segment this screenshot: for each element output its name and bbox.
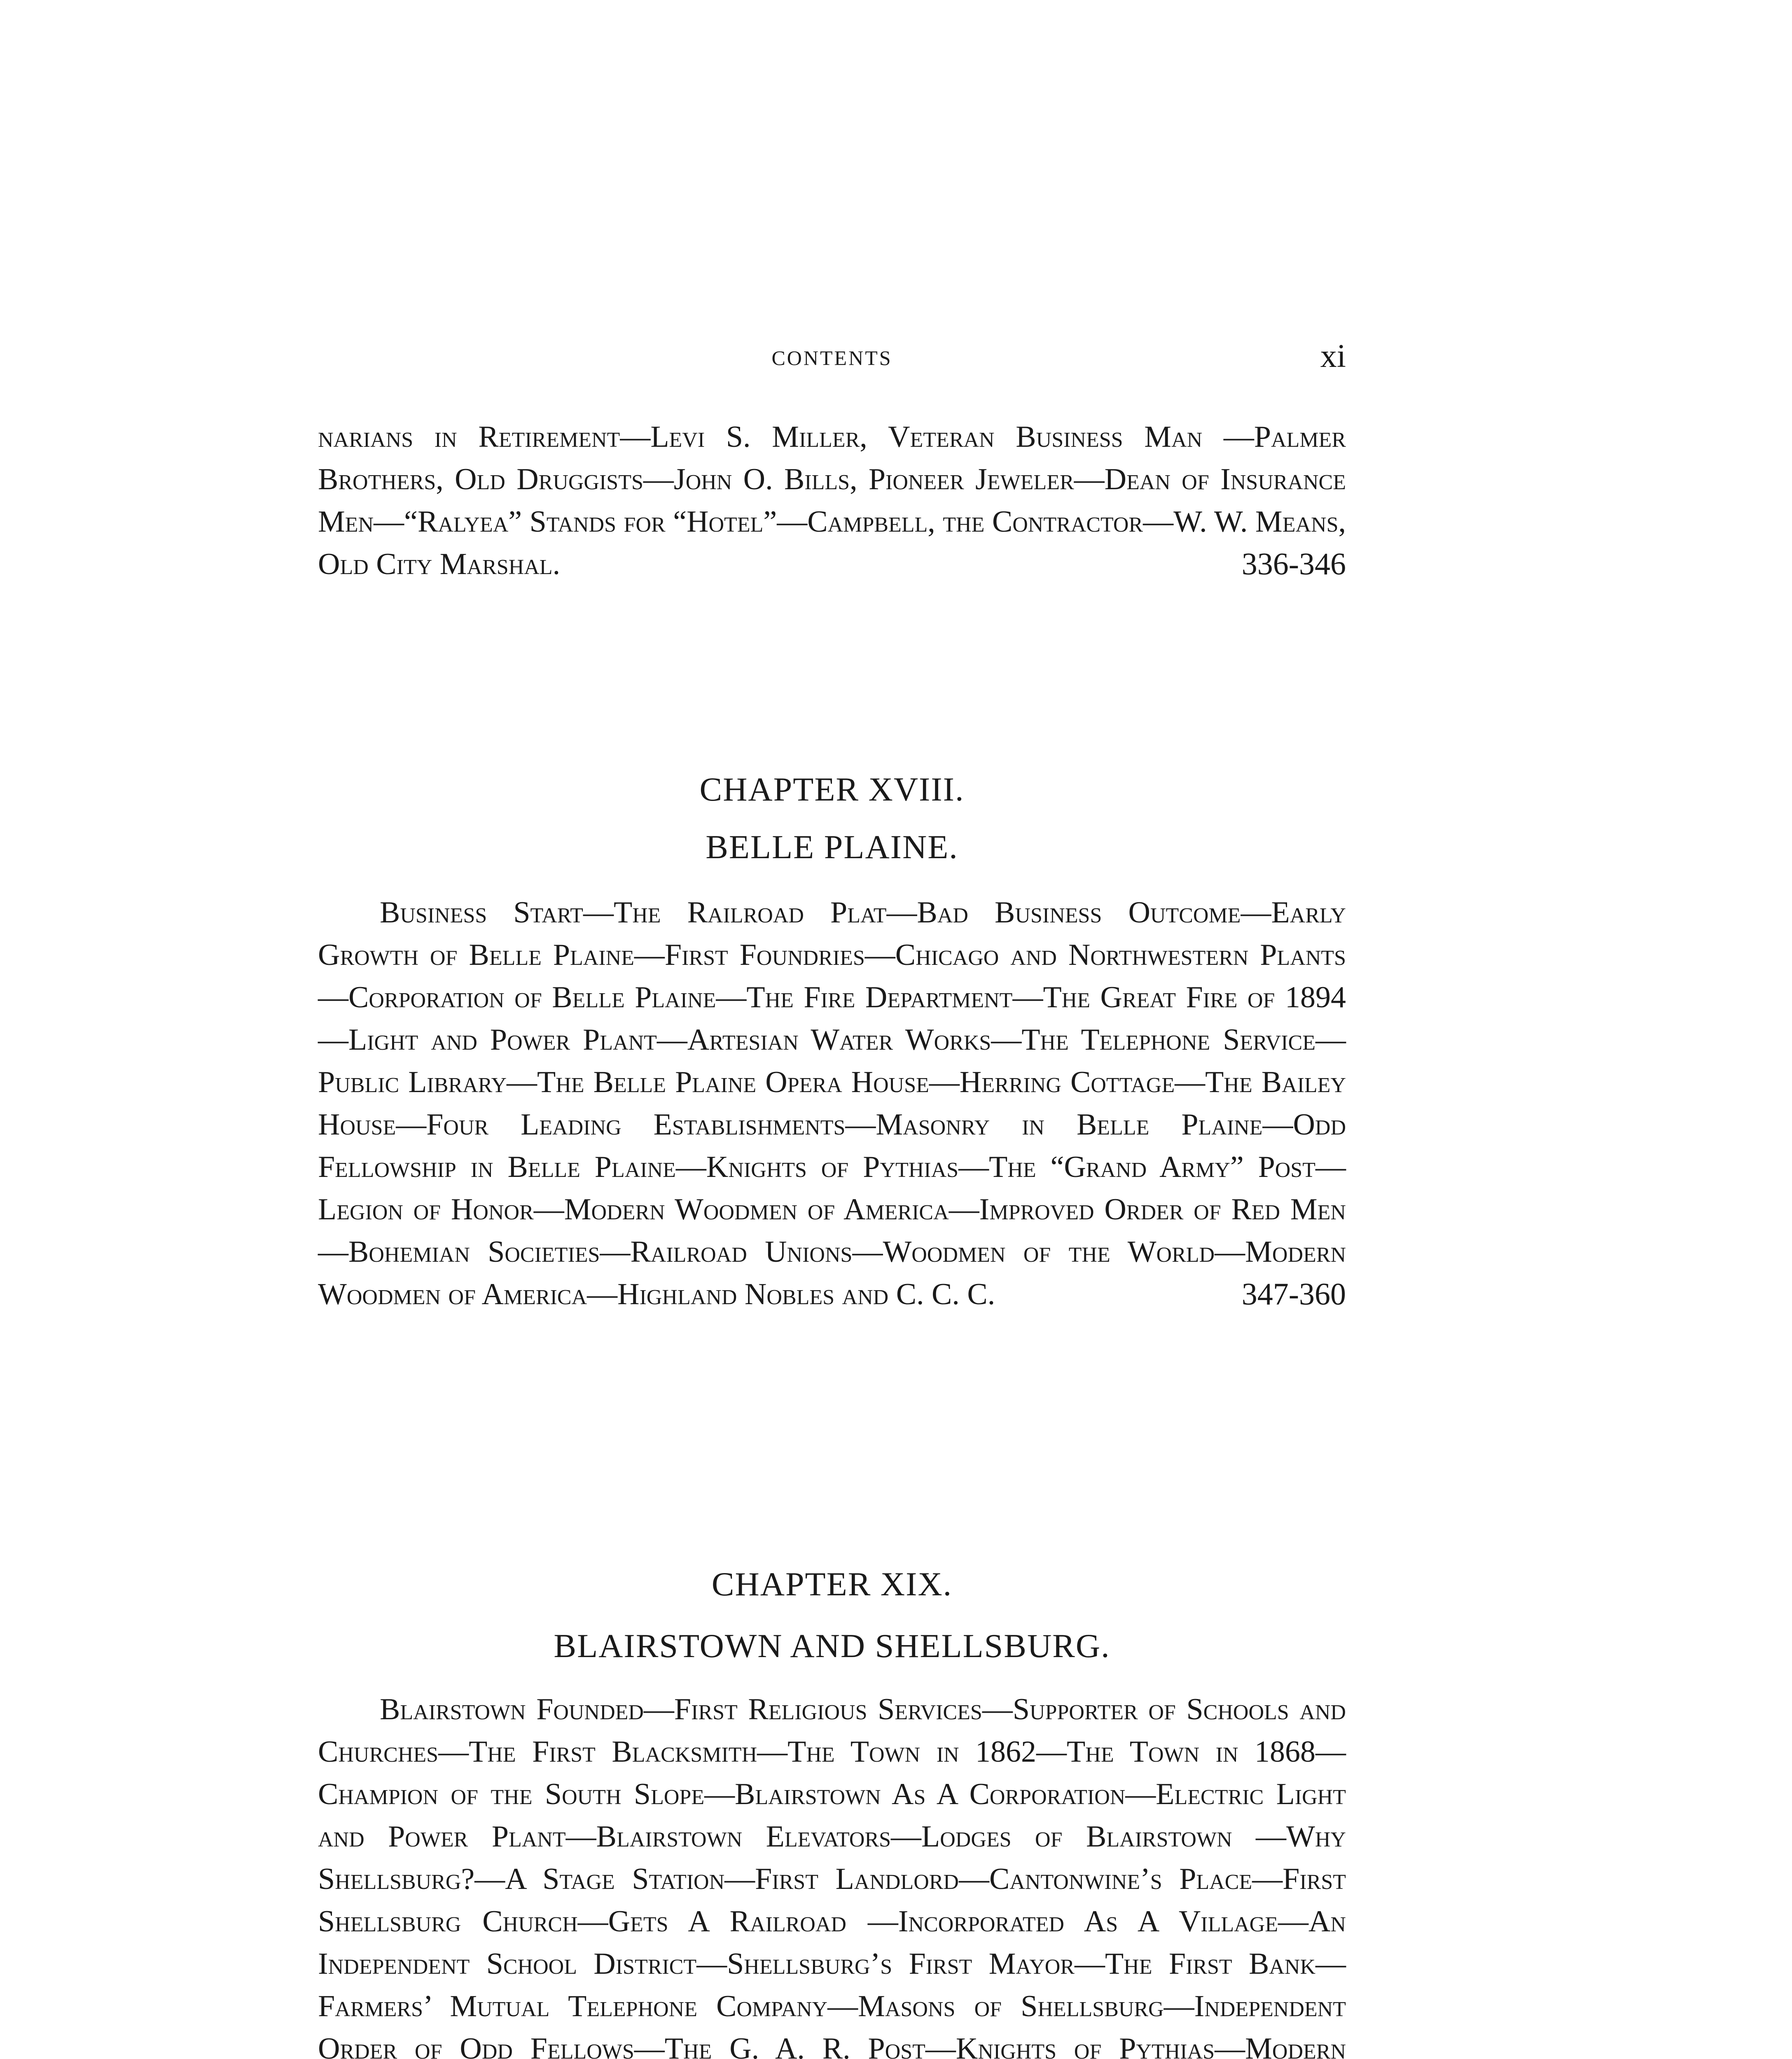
chapter-18-entry	[318, 892, 1346, 1316]
chapter-19-summary-text: Blairstown Founded—First Religious Services—Supporter of Schools and Churches—The First Blacksmith—The Town in 1862—The Town in 1868—Champion of the South Slope—Blairstown As A Corporation—Electric Light and Power Plant—Blairstown Elevators—Lodges of Blairstown —Why Shellsburg?—A Stage Station—First Landlord—Cantonwine’s Place—First Shellsburg Church—Gets A Railroad —Incorporated As A Village—An Independent School District—Shellsburg’s First Mayor—The First Bank—Farmers’ Mutual Telephone Company—Masons of Shellsburg—Independent Order of Odd Fellows—The G. A. R. Post—Knights of Pythias—Modern	[318, 1692, 1346, 2059]
continuation-pages: 336-346	[1241, 547, 1346, 581]
continuation-entry	[318, 416, 1346, 586]
chapter-18-title: BELLE PLAINE.	[706, 828, 958, 866]
chapter-18-number: CHAPTER XVIII.	[699, 770, 965, 808]
chapter-19-entry	[318, 1688, 1346, 2059]
continuation-summary	[318, 416, 1346, 586]
page-number: xi	[1320, 338, 1346, 374]
running-title: CONTENTS	[771, 346, 892, 369]
chapter-18-summary	[318, 892, 1346, 1316]
continuation-text: narians in Retirement—Levi S. Miller, Veteran Business Man —Palmer Brothers, Old Druggists—John O. Bills, Pioneer Jeweler—Dean of Insurance Men—“Ralyea” Stands for “Hotel”—Campbell, the Contractor—W. W. Means, Old City Marshal.	[318, 420, 1346, 581]
chapter-19-summary	[318, 1688, 1346, 2059]
chapter-18-pages: 347-360	[1241, 1277, 1346, 1312]
chapter-19-number: CHAPTER XIX.	[711, 1565, 953, 1603]
chapter-18-summary-text: Business Start—The Railroad Plat—Bad Business Outcome—Early Growth of Belle Plaine—First Foundries—Chicago and Northwestern Plants—Corporation of Belle Plaine—The Fire Department—The Great Fire of 1894—Light and Power Plant—Artesian Water Works—The Telephone Service—Public Library—The Belle Plaine Opera House—Herring Cottage—The Bailey House—Four Leading Establishments—Masonry in Belle Plaine—Odd Fellowship in Belle Plaine—Knights of Pythias—The “Grand Army” Post—Legion of Honor—Modern Woodmen of America—Improved Order of Red Men—Bohemian Societies—Railroad Unions—Woodmen of the World—Modern Woodmen of America—Highland Nobles and C. C. C.	[318, 896, 1346, 1311]
running-head	[318, 338, 1346, 379]
chapter-19-title: BLAIRSTOWN AND SHELLSBURG.	[554, 1627, 1110, 1664]
